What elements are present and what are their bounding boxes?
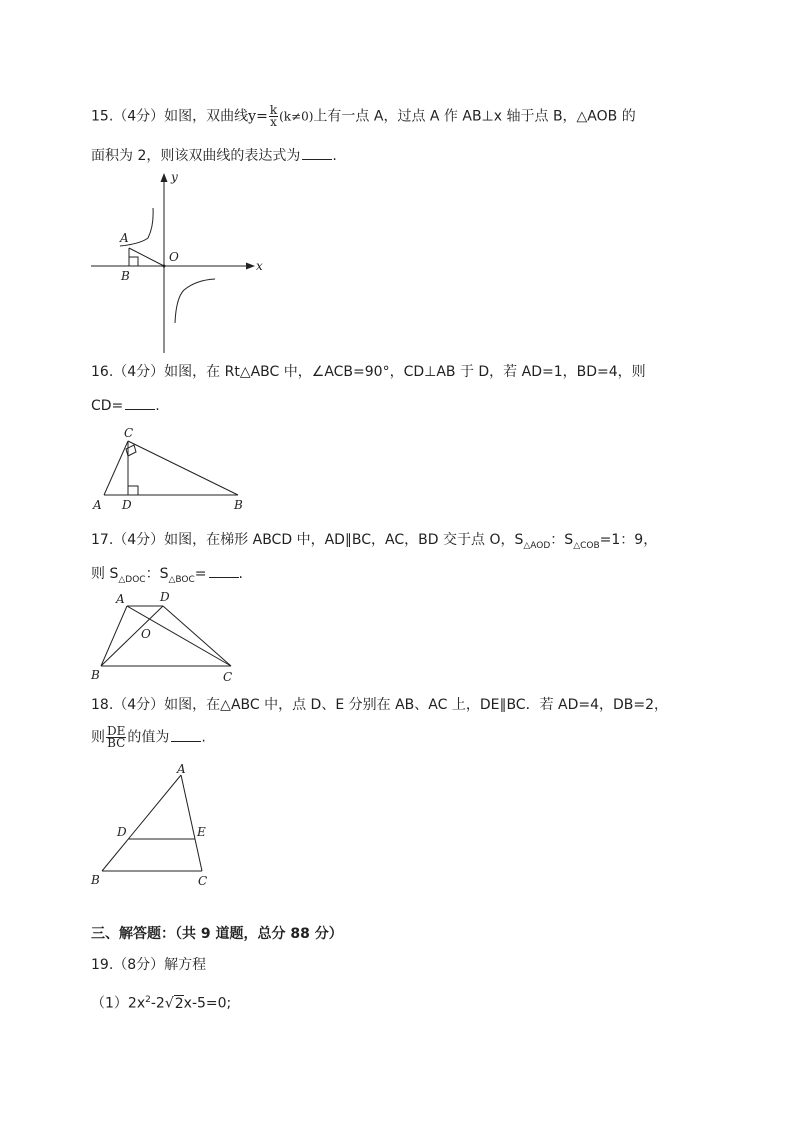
q17-label-C: C [223, 670, 233, 684]
q18-label-E: E [197, 825, 206, 839]
q16-label-D: D [122, 498, 132, 512]
q17-line2-mid: ：S [145, 566, 169, 582]
q15-label-O: O [169, 250, 179, 264]
q17-line1 [91, 530, 657, 556]
q17-line2-b: = [194, 566, 207, 582]
q18-frac-den: BC [107, 736, 126, 750]
q15-frac-den: x [270, 115, 277, 129]
q17-line1-b: =1：9， [599, 532, 658, 548]
q15-label-x: x [256, 259, 263, 273]
q19-p1-c: x-5=0; [183, 995, 232, 1012]
q17-sub-doc: △DOC [118, 574, 146, 585]
q18-line2-b: 的值为 [127, 729, 170, 746]
q16-label-C: C [124, 426, 134, 440]
q16-line2 [91, 395, 160, 416]
q15-label-y: y [171, 170, 178, 184]
q18-label-D: D [117, 825, 127, 839]
q18-line2 [91, 726, 206, 749]
q15-label-B: B [121, 269, 130, 283]
q17-end: . [238, 566, 243, 582]
q16-end: . [155, 398, 160, 414]
q18-label-A: A [177, 762, 186, 776]
q19-p1-b: -2 [150, 995, 165, 1012]
q17-sub-cob: △COB [573, 540, 600, 551]
sqrt-icon: √ [164, 995, 174, 1012]
q18-label-B: B [91, 873, 100, 887]
q17-label-A: A [116, 592, 125, 606]
q19-p1-radicand: 2 [174, 995, 184, 1012]
q15-label-A: A [120, 231, 129, 245]
q17-answer-blank[interactable] [209, 563, 239, 578]
q16-line2-text: CD= [91, 398, 124, 414]
q18-line1: 18.（4分）如图，在△ABC 中，点 D、E 分别在 AB、AC 上，DE∥BC．若 AD=4，DB=2， [91, 697, 669, 713]
q15-frac-num: k [269, 103, 278, 117]
q17-mid: ：S [550, 532, 574, 548]
q16-answer-blank[interactable] [125, 395, 155, 410]
q15-eq-cond: (k≠0) [279, 109, 314, 124]
q19-part1 [91, 990, 231, 1014]
q15-eq-prefix: y= [248, 108, 268, 125]
q19-title: 19.（8分）解方程 [91, 957, 207, 973]
q17-sub-aod: △AOD [523, 540, 551, 551]
q17-label-D: D [160, 590, 170, 604]
q17-line1-a: 17.（4分）如图，在梯形 ABCD 中，AD∥BC，AC，BD 交于点 O，S [91, 532, 524, 548]
q18-answer-blank[interactable] [171, 727, 201, 742]
q17-sub-boc: △BOC [168, 574, 195, 585]
q18-line2-a: 则 [91, 729, 105, 746]
section-3-heading: 三、解答题：（共 9 道题，总分 88 分） [91, 926, 343, 942]
q17-label-O: O [141, 627, 151, 641]
q16-label-A: A [93, 498, 102, 512]
q17-line2 [91, 563, 243, 590]
q18-fraction [106, 726, 126, 749]
q16-line1: 16.（4分）如图，在 Rt△ABC 中，∠ACB=90°，CD⊥AB 于 D，若 AD=1，BD=4，则 [91, 364, 646, 380]
q15-end: . [332, 148, 337, 164]
q15-head: 15.（4分）如图，双曲线 [91, 108, 249, 125]
q18-label-C: C [198, 874, 208, 888]
q15-line2-text: 面积为 2，则该双曲线的表达式为 [91, 148, 301, 164]
q18-frac-num: DE [107, 724, 126, 738]
q17-line2-a: 则 S [91, 566, 119, 582]
q19-p1-sup: 2 [145, 995, 151, 1005]
q15-tail: 上有一点 A，过点 A 作 AB⊥x 轴于点 B，△AOB 的 [313, 108, 636, 125]
q18-end: . [201, 729, 206, 746]
q19-p1-a: （1）2x [91, 995, 146, 1012]
q17-label-B: B [91, 668, 100, 682]
q16-label-B: B [234, 498, 243, 512]
